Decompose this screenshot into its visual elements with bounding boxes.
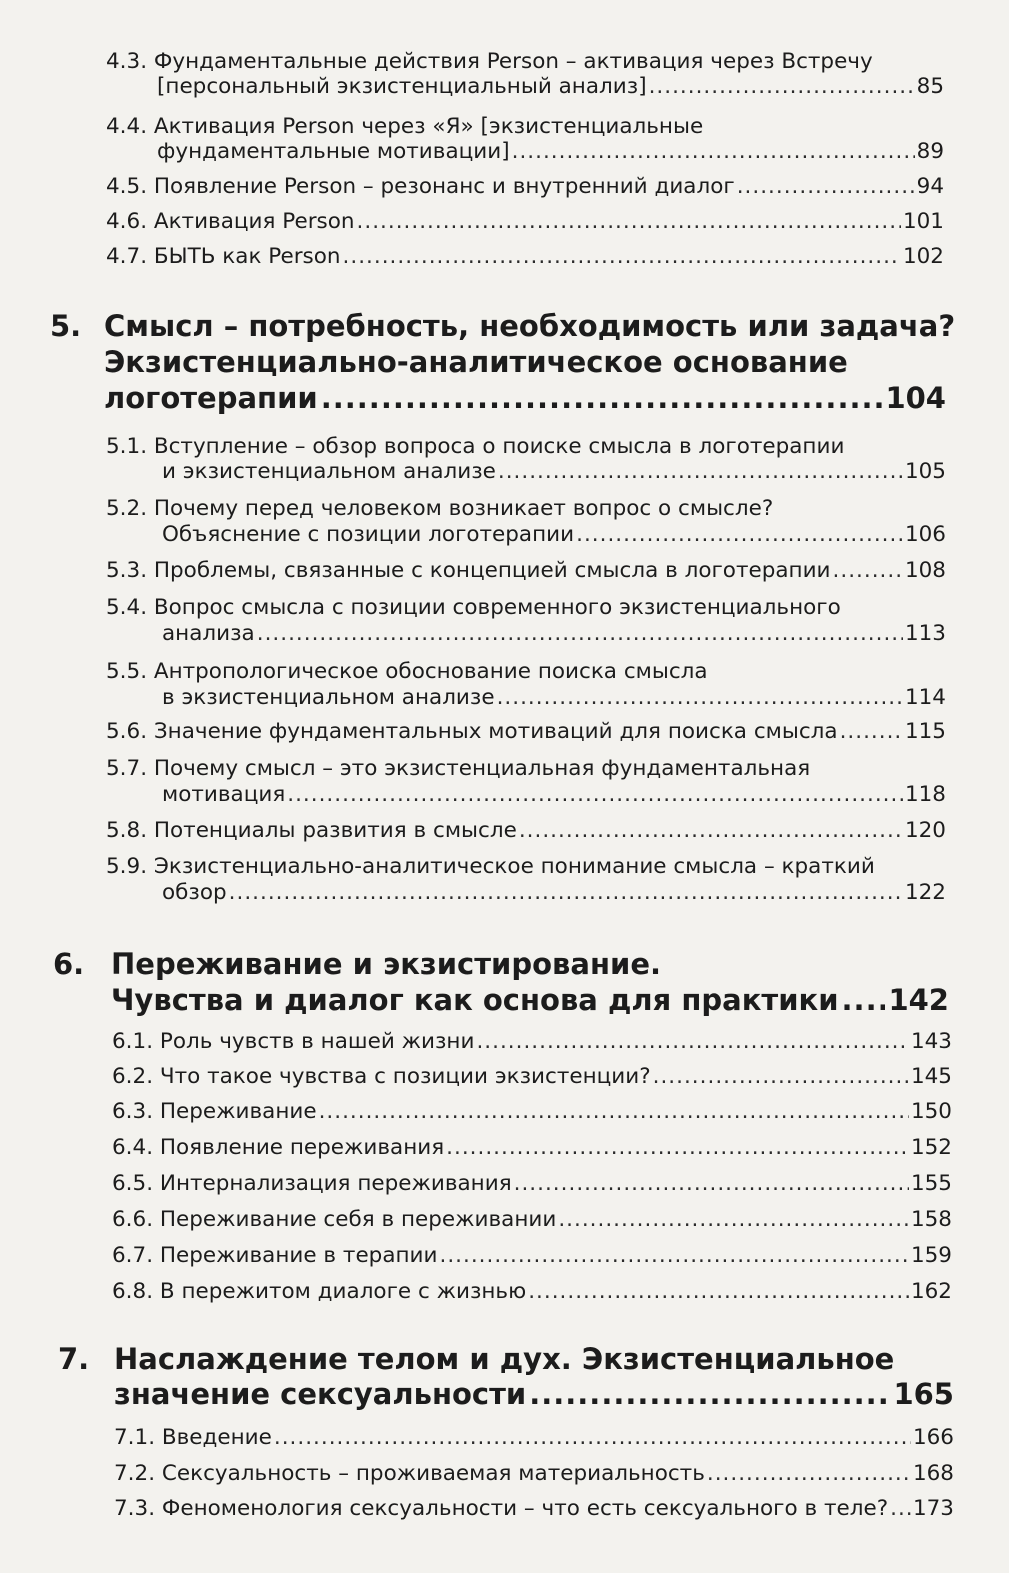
- leader-dots: [498, 459, 903, 485]
- toc-entry-title: 5.2. Почему перед человеком возникает вопрос о смысле?: [106, 496, 774, 521]
- page-number: 120: [904, 818, 946, 843]
- page-number: 115: [904, 719, 946, 744]
- page-number: 142: [888, 983, 949, 1017]
- toc-entry-title: 7.1. Введение: [114, 1425, 272, 1450]
- toc-entry: [162, 880, 946, 906]
- page-number: 85: [916, 74, 944, 99]
- chapter-entry: [111, 982, 949, 1018]
- page-number: 165: [893, 1377, 954, 1411]
- page-number: 118: [904, 782, 946, 807]
- leader-dots: [840, 719, 903, 745]
- toc-entry: [112, 1207, 952, 1233]
- toc-entry-title: мотивация: [162, 782, 286, 807]
- toc-entry-title: 5.8. Потенциалы развития в смысле: [106, 818, 517, 843]
- leader-dots: [257, 621, 903, 647]
- toc-entry-title: анализа: [162, 621, 255, 646]
- page-number: 105: [904, 459, 946, 484]
- page-number: 150: [910, 1099, 952, 1124]
- page-number: 101: [902, 209, 944, 234]
- toc-entry-title: 4.6. Активация Person: [106, 209, 355, 234]
- toc-entry-title: 4.5. Появление Person – резонанс и внутренний диалог: [106, 174, 735, 199]
- toc-entry-title: 6.1. Роль чувств в нашей жизни: [112, 1029, 475, 1054]
- toc-entry-title: 6.8. В пережитом диалоге с жизнью: [112, 1279, 527, 1304]
- page-number: 114: [904, 685, 946, 710]
- toc-entry: [112, 1135, 952, 1161]
- chapter-number: 7.: [58, 1342, 90, 1376]
- page-number: 89: [916, 139, 944, 164]
- toc-entry-title: 5.9. Экзистенциально-аналитическое понимание смысла – краткий: [106, 854, 875, 879]
- leader-dots: [229, 880, 903, 906]
- toc-entry-title: 5.4. Вопрос смысла с позиции современного экзистенциального: [106, 595, 841, 620]
- leader-dots: [512, 139, 915, 165]
- leader-dots: [321, 380, 883, 416]
- toc-entry: [157, 139, 944, 165]
- page-number: 155: [910, 1171, 952, 1196]
- leader-dots: [737, 174, 915, 200]
- page-number: 145: [910, 1064, 952, 1089]
- chapter-number: 5.: [50, 309, 82, 343]
- toc-entry-title: и экзистенциальном анализе: [162, 459, 496, 484]
- toc-entry: [114, 1425, 954, 1451]
- toc-entry: [162, 685, 946, 711]
- toc-entry-title: 6.4. Появление переживания: [112, 1135, 445, 1160]
- toc-entry: [162, 522, 946, 548]
- toc-entry-title: 6.2. Что такое чувства с позиции экзистенции?: [112, 1064, 651, 1089]
- toc-entry: [112, 1099, 952, 1125]
- chapter-title: значение сексуальности: [114, 1377, 527, 1411]
- page-number: 173: [912, 1496, 954, 1521]
- chapter-title: Экзистенциально-аналитическое основание: [104, 345, 848, 379]
- toc-entry-title: 7.2. Сексуальность – проживаемая материальность: [114, 1461, 705, 1486]
- chapter-entry: [104, 380, 946, 416]
- leader-dots: [497, 685, 903, 711]
- leader-dots: [842, 982, 886, 1018]
- leader-dots: [890, 1496, 911, 1522]
- toc-entry: [162, 459, 946, 485]
- toc-entry-title: 4.3. Фундаментальные действия Person – активация через Встречу: [106, 49, 873, 74]
- leader-dots: [528, 1279, 909, 1305]
- chapter-number: 6.: [53, 947, 85, 981]
- leader-dots: [287, 782, 903, 808]
- page-number: 162: [910, 1279, 952, 1304]
- leader-dots: [519, 818, 903, 844]
- page-number: 152: [910, 1135, 952, 1160]
- toc-entry: [112, 1279, 952, 1305]
- leader-dots: [446, 1135, 909, 1161]
- toc-entry-title: 5.6. Значение фундаментальных мотиваций для поиска смысла: [106, 719, 838, 744]
- toc-entry: [112, 1064, 952, 1090]
- toc-entry-title: 4.4. Активация Person через «Я» [экзистенциальные: [106, 114, 704, 139]
- page-number: 113: [904, 621, 946, 646]
- leader-dots: [653, 1064, 909, 1090]
- page-number: 106: [904, 522, 946, 547]
- page-number: 102: [902, 244, 944, 269]
- toc-entry: [162, 782, 946, 808]
- toc-entry: [106, 558, 946, 584]
- chapter-title: логотерапии: [104, 381, 318, 415]
- leader-dots: [833, 558, 903, 584]
- leader-dots: [319, 1099, 909, 1125]
- toc-entry-title: 6.5. Интернализация переживания: [112, 1171, 512, 1196]
- toc-entry-title: обзор: [162, 880, 227, 905]
- toc-entry: [106, 209, 944, 235]
- toc-entry-title: 5.3. Проблемы, связанные с концепцией смысла в логотерапии: [106, 558, 831, 583]
- chapter-title: Переживание и экзистирование.: [111, 947, 662, 981]
- chapter-title: Смысл – потребность, необходимость или задача?: [104, 309, 956, 343]
- toc-entry-title: 6.3. Переживание: [112, 1099, 317, 1124]
- page-number: 143: [910, 1029, 952, 1054]
- leader-dots: [707, 1461, 911, 1487]
- toc-entry-title: 5.7. Почему смысл – это экзистенциальная фундаментальная: [106, 756, 811, 781]
- toc-entry: [112, 1243, 952, 1269]
- toc-entry-title: фундаментальные мотивации]: [157, 139, 510, 164]
- toc-entry: [114, 1461, 954, 1487]
- toc-entry-title: 4.7. БЫТЬ как Person: [106, 244, 341, 269]
- toc-entry-title: Объяснение с позиции логотерапии: [162, 522, 575, 547]
- toc-entry: [112, 1029, 952, 1055]
- leader-dots: [343, 244, 901, 270]
- page-number: 168: [912, 1461, 954, 1486]
- toc-entry-title: 7.3. Феноменология сексуальности – что есть сексуального в теле?: [114, 1496, 889, 1521]
- toc-entry: [157, 74, 944, 100]
- toc-entry-title: в экзистенциальном анализе: [162, 685, 495, 710]
- toc-entry-title: 5.5. Антропологическое обоснование поиска смысла: [106, 659, 708, 684]
- toc-entry: [114, 1496, 954, 1522]
- page-number: 158: [910, 1207, 952, 1232]
- page-number: 94: [916, 174, 944, 199]
- toc-entry: [162, 621, 946, 647]
- toc-entry: [106, 719, 946, 745]
- toc-entry-title: 6.6. Переживание себя в переживании: [112, 1207, 557, 1232]
- page-number: 122: [904, 880, 946, 905]
- leader-dots: [357, 209, 901, 235]
- page-number: 104: [885, 381, 946, 415]
- leader-dots: [514, 1171, 909, 1197]
- toc-entry-title: 6.7. Переживание в терапии: [112, 1243, 438, 1268]
- leader-dots: [274, 1425, 911, 1451]
- toc-entry: [112, 1171, 952, 1197]
- leader-dots: [440, 1243, 909, 1269]
- page-number: 108: [904, 558, 946, 583]
- page-number: 159: [910, 1243, 952, 1268]
- chapter-title: Чувства и диалог как основа для практики: [111, 983, 839, 1017]
- toc-entry-title: 5.1. Вступление – обзор вопроса о поиске смысла в логотерапии: [106, 434, 845, 459]
- toc-entry-title: [персональный экзистенциальный анализ]: [157, 74, 647, 99]
- page-number: 166: [912, 1425, 954, 1450]
- leader-dots: [576, 522, 903, 548]
- leader-dots: [476, 1029, 909, 1055]
- leader-dots: [649, 74, 915, 100]
- toc-entry: [106, 174, 944, 200]
- toc-entry: [106, 244, 944, 270]
- toc-entry: [106, 818, 946, 844]
- leader-dots: [558, 1207, 909, 1233]
- chapter-entry: [114, 1376, 954, 1412]
- leader-dots: [529, 1376, 890, 1412]
- chapter-title: Наслаждение телом и дух. Экзистенциальное: [114, 1342, 895, 1376]
